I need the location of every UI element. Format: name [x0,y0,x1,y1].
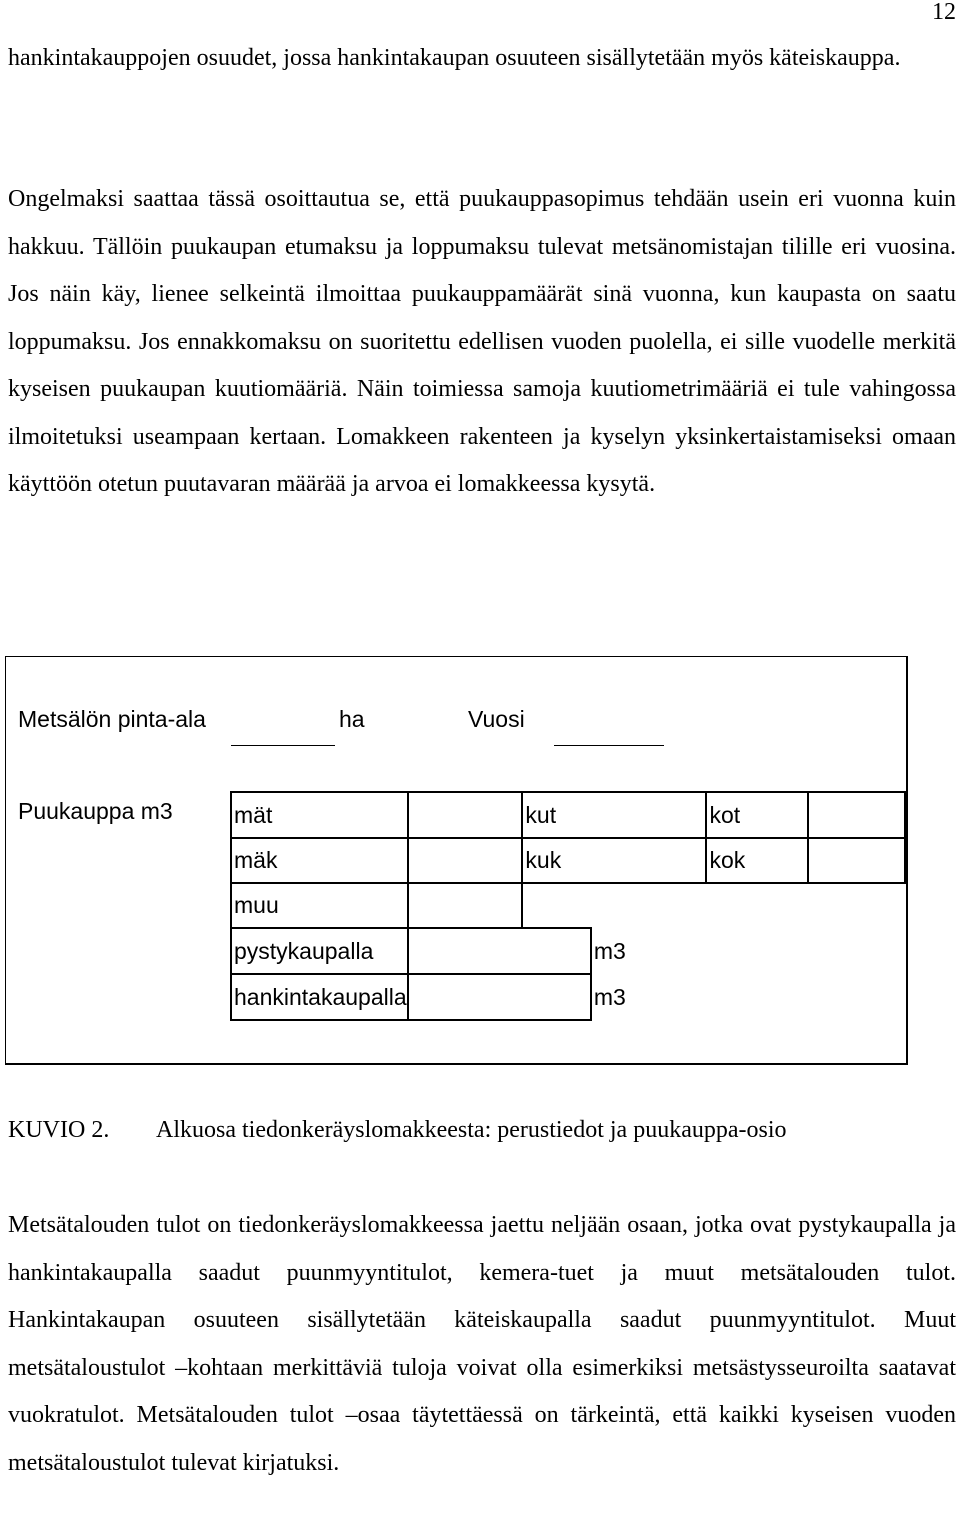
area-unit-label: ha [339,706,365,732]
cell-mak-value [408,838,523,883]
cell-kut-spacer [591,792,707,838]
cell-pystykaupalla-unit: m3 [591,928,905,974]
cell-hankintakaupalla-value [408,974,591,1020]
paragraph-2: Ongelmaksi saattaa tässä osoittautua se, että puukauppasopimus tehdään usein eri vuonna kuin hakkuu. Tällöin puukaupan etumaksu ja loppumaksu tulevat metsänomistajan tilille eri vuosina. Jos näin käy, lienee selkeintä ilmoittaa puukauppamäärät sinä vuonna, kun kaupasta on saatu loppumaksu. Jos ennakkomaksu on suoritettu edellisen vuoden puolella, ei sille vuodelle merkitä kyseisen puukaupan kuutiomääriä. Näin toimiessa samoja kuutiometrimääriä ei tule vahingossa ilmoitetuksi useampaan kertaan. Lomakkeen rakenteen ja kyselyn yksinkertaistamiseksi omaan käyttöön otetun puutavaran määrää ja arvoa ei lomakkeessa kysytä. [8,186,956,497]
cell-mat: mät [231,792,408,838]
cell-kok: kok [706,838,808,883]
caption-text: Alkuosa tiedonkeräyslomakkeesta: perustiedot ja puukauppa-osio [156,1117,787,1143]
table-row [231,838,905,883]
cell-kuk: kuk [522,838,590,883]
paragraph-1: hankintakauppojen osuudet, jossa hankintakaupan osuuteen sisällytetään myös käteiskauppa. [8,45,901,71]
sales-table [230,791,906,1021]
cell-mak: mäk [231,838,408,883]
cell-kuk-spacer [591,838,707,883]
table-row [231,928,905,974]
cell-pystykaupalla: pystykaupalla [231,928,408,974]
year-blank-line [554,745,664,746]
sales-label: Puukauppa m3 [18,798,173,824]
cell-kot-value [808,792,905,838]
cell-kok-value [808,838,905,883]
cell-mat-value [408,792,523,838]
paragraph-3: Metsätalouden tulot on tiedonkeräyslomakkeessa jaettu neljään osaan, jotka ovat pystykaupalla ja hankintakaupalla saadut puunmyyntitulot, kemera-tuet ja muut metsätalouden tulot. Hankintakaupan osuuteen sisällytetään käteiskaupalla saadut puunmyyntitulot. Muut metsätaloustulot –kohtaan merkittäviä tuloja voivat olla esimerkiksi metsästysseuroilta saatavat vuokratulot. Metsätalouden tulot –osaa täytettäessä on tärkeintä, että kaikki kyseisen vuoden metsätaloustulot tulevat kirjatuksi. [8,1212,956,1476]
caption-label: KUVIO 2. [8,1117,110,1143]
page-number: 12 [932,0,956,25]
table-row [231,792,905,838]
year-label: Vuosi [468,706,525,732]
cell-hankintakaupalla: hankintakaupalla [231,974,408,1020]
area-blank-line [231,745,335,746]
cell-hankintakaupalla-unit: m3 [591,974,905,1020]
cell-kut: kut [522,792,590,838]
form-figure [5,656,908,1065]
cell-kot: kot [706,792,808,838]
forest-area-label: Metsälön pinta-ala [18,706,206,732]
table-row [231,974,905,1020]
table-row [231,883,905,928]
cell-pystykaupalla-value [408,928,591,974]
cell-muu: muu [231,883,408,928]
cell-muu-value [408,883,523,928]
